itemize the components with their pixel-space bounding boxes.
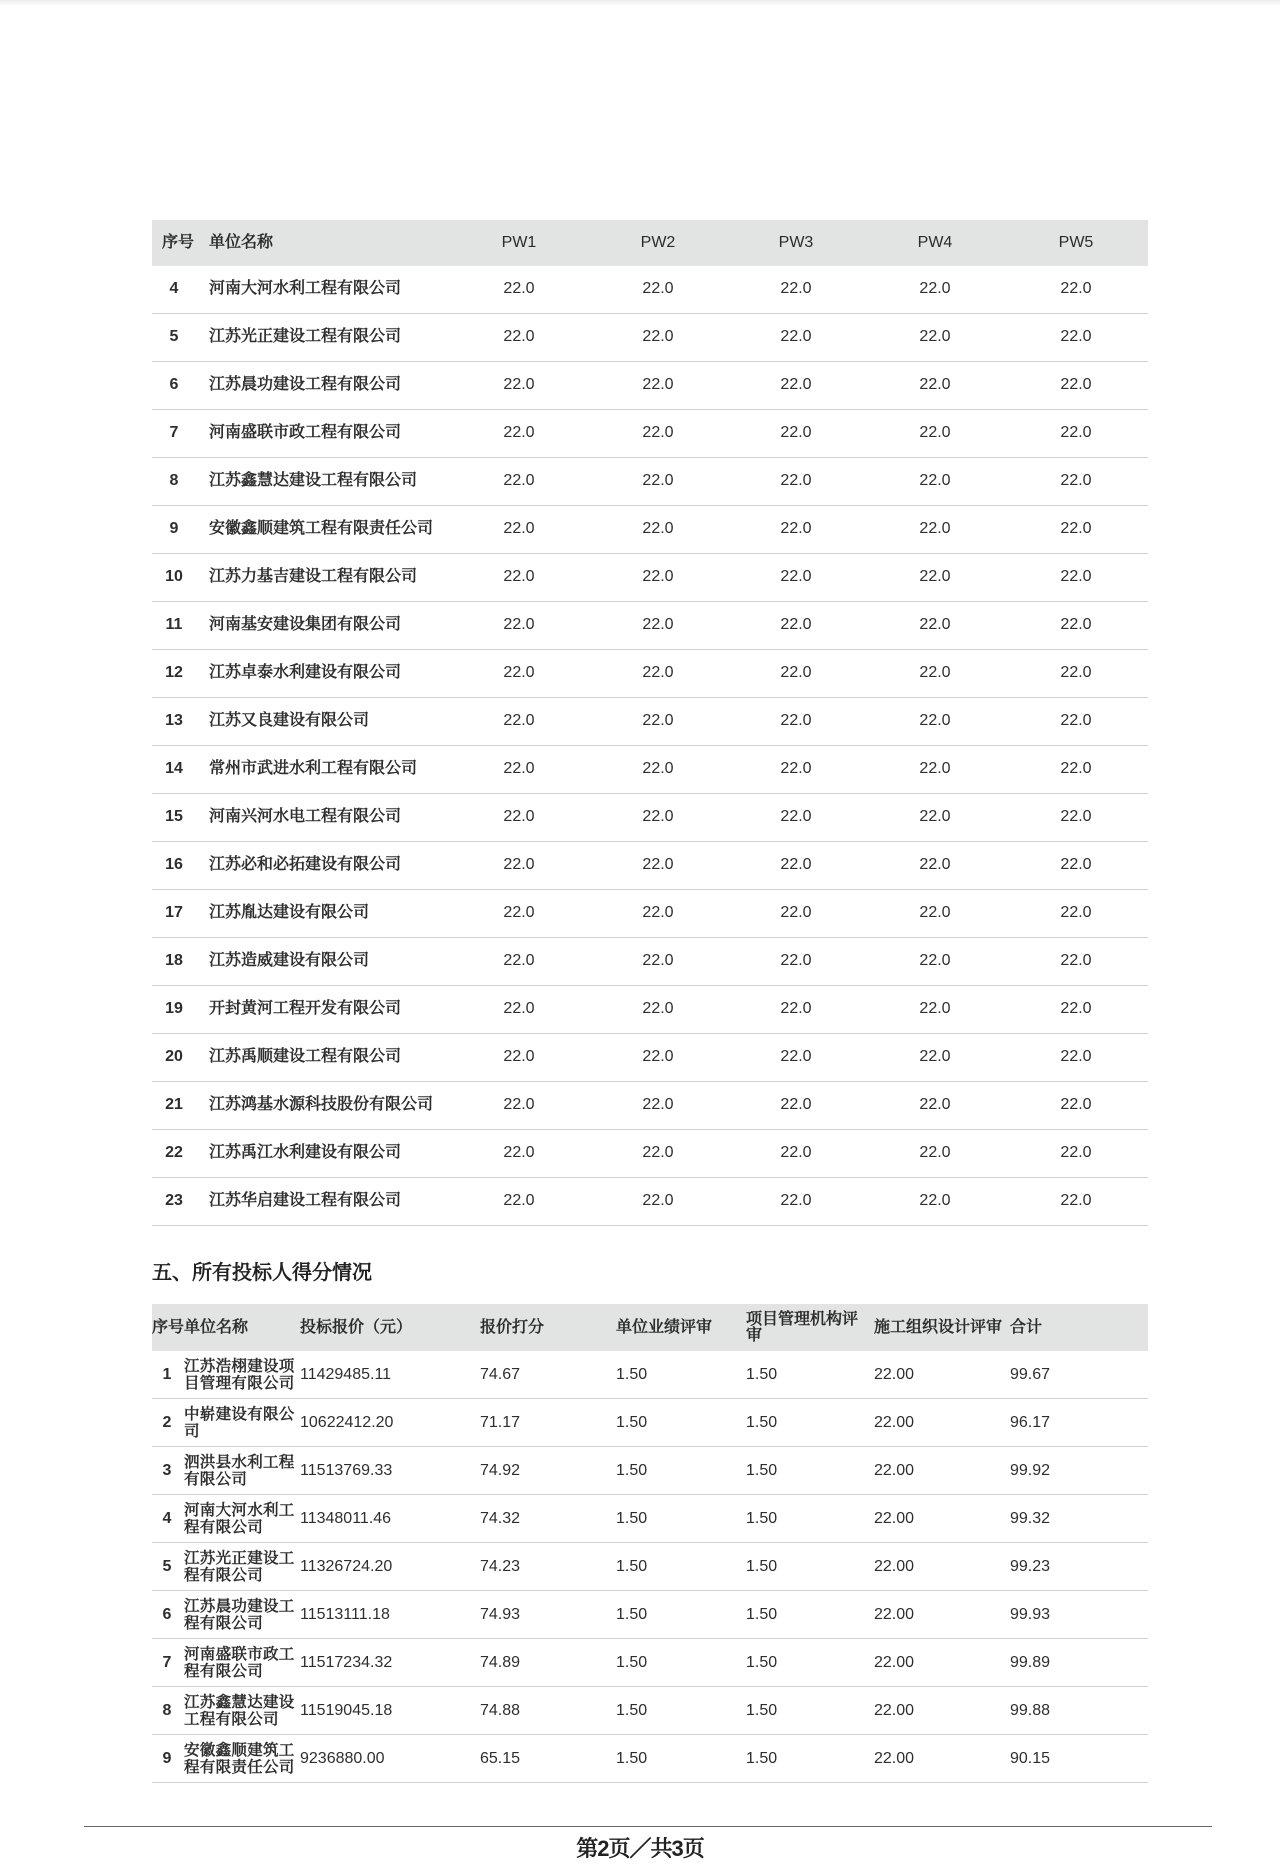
total-score: 96.17 xyxy=(1010,1413,1051,1431)
row-no: 5 xyxy=(162,1557,172,1575)
company-name: 安徽鑫顺建筑工程有限责任公司 xyxy=(184,1741,295,1776)
project-mgmt-score: 1.50 xyxy=(746,1461,778,1479)
row-no: 13 xyxy=(165,712,183,729)
table-row xyxy=(152,1082,1148,1130)
company-name: 江苏禹江水利建设有限公司 xyxy=(209,1144,402,1161)
pw3-score: 22.0 xyxy=(780,328,812,345)
company-name: 江苏鑫慧达建设工程有限公司 xyxy=(209,472,418,489)
price-score: 74.23 xyxy=(480,1557,521,1575)
company-name: 江苏力基吉建设工程有限公司 xyxy=(209,568,418,585)
construction-design-score: 22.00 xyxy=(874,1461,915,1479)
row-no: 15 xyxy=(165,808,183,825)
pw4-score: 22.0 xyxy=(919,904,951,921)
pw5-score: 22.0 xyxy=(1060,424,1092,441)
pw2-score: 22.0 xyxy=(642,856,674,873)
table-row xyxy=(152,890,1148,938)
pw3-score: 22.0 xyxy=(780,1192,812,1209)
header-price-score: 报价打分 xyxy=(480,1318,545,1336)
company-name: 江苏光正建设工程有限公司 xyxy=(184,1549,295,1584)
table-body xyxy=(152,1351,1148,1783)
bid-amount: 11519045.18 xyxy=(300,1701,393,1719)
table-row xyxy=(152,362,1148,410)
pw2-score: 22.0 xyxy=(642,376,674,393)
pw2-score: 22.0 xyxy=(642,328,674,345)
table-row xyxy=(152,1399,1148,1447)
pw1-score: 22.0 xyxy=(503,904,535,921)
company-name: 河南兴河水电工程有限公司 xyxy=(209,808,402,825)
row-no: 14 xyxy=(165,760,183,777)
row-no: 6 xyxy=(169,376,179,393)
company-name: 中崭建设有限公司 xyxy=(184,1405,295,1440)
pw4-score: 22.0 xyxy=(919,280,951,297)
pw1-score: 22.0 xyxy=(503,568,535,585)
row-no: 10 xyxy=(165,568,183,585)
total-score: 99.32 xyxy=(1010,1509,1051,1527)
pw5-score: 22.0 xyxy=(1060,1048,1092,1065)
pw4-score: 22.0 xyxy=(919,952,951,969)
company-name: 河南大河水利工程有限公司 xyxy=(209,280,402,297)
company-name: 江苏胤达建设有限公司 xyxy=(209,904,370,921)
pw3-score: 22.0 xyxy=(780,1144,812,1161)
company-name: 江苏造威建设有限公司 xyxy=(209,952,370,969)
table-row xyxy=(152,1034,1148,1082)
project-mgmt-score: 1.50 xyxy=(746,1557,778,1575)
pw5-score: 22.0 xyxy=(1060,664,1092,681)
performance-score: 1.50 xyxy=(616,1413,648,1431)
pw1-score: 22.0 xyxy=(503,760,535,777)
pw4-score: 22.0 xyxy=(919,712,951,729)
table-row xyxy=(152,266,1148,314)
performance-score: 1.50 xyxy=(616,1701,648,1719)
header-bid: 投标报价（元） xyxy=(300,1318,413,1336)
pw2-score: 22.0 xyxy=(642,424,674,441)
pw5-score: 22.0 xyxy=(1060,472,1092,489)
total-score: 90.15 xyxy=(1010,1749,1051,1767)
pw1-score: 22.0 xyxy=(503,376,535,393)
company-name: 江苏浩栩建设项目管理有限公司 xyxy=(184,1357,295,1392)
table-row xyxy=(152,1130,1148,1178)
pw5-score: 22.0 xyxy=(1060,616,1092,633)
company-name: 江苏卓泰水利建设有限公司 xyxy=(209,664,402,681)
table-row xyxy=(152,602,1148,650)
project-mgmt-score: 1.50 xyxy=(746,1701,778,1719)
table-row xyxy=(152,1591,1148,1639)
pw3-score: 22.0 xyxy=(780,1048,812,1065)
company-name: 河南基安建设集团有限公司 xyxy=(209,616,402,633)
bid-amount: 11348011.46 xyxy=(300,1509,392,1527)
row-no: 22 xyxy=(165,1144,183,1161)
pw3-score: 22.0 xyxy=(780,616,812,633)
performance-score: 1.50 xyxy=(616,1653,648,1671)
project-mgmt-score: 1.50 xyxy=(746,1605,778,1623)
company-name: 江苏禹顺建设工程有限公司 xyxy=(209,1048,402,1065)
company-name: 江苏晨功建设工程有限公司 xyxy=(209,376,402,393)
total-score: 99.88 xyxy=(1010,1701,1051,1719)
price-score: 71.17 xyxy=(480,1413,521,1431)
pw4-score: 22.0 xyxy=(919,328,951,345)
row-no: 9 xyxy=(169,520,179,537)
header-total: 合计 xyxy=(1010,1318,1043,1336)
table-row xyxy=(152,554,1148,602)
project-mgmt-score: 1.50 xyxy=(746,1653,778,1671)
project-mgmt-score: 1.50 xyxy=(746,1749,778,1767)
pw5-score: 22.0 xyxy=(1060,760,1092,777)
pw4-score: 22.0 xyxy=(919,616,951,633)
table-row xyxy=(152,314,1148,362)
pw4-score: 22.0 xyxy=(919,376,951,393)
performance-score: 1.50 xyxy=(616,1461,648,1479)
pw3-score: 22.0 xyxy=(780,376,812,393)
pw1-score: 22.0 xyxy=(503,1144,535,1161)
pw4-score: 22.0 xyxy=(919,760,951,777)
row-no: 19 xyxy=(165,1000,183,1017)
header-no: 序号 xyxy=(162,234,195,251)
header-pw3: PW3 xyxy=(778,234,814,251)
pw4-score: 22.0 xyxy=(919,664,951,681)
company-name: 江苏必和必拓建设有限公司 xyxy=(209,856,402,873)
performance-score: 1.50 xyxy=(616,1749,648,1767)
price-score: 74.89 xyxy=(480,1653,521,1671)
construction-design-score: 22.00 xyxy=(874,1605,915,1623)
pw2-score: 22.0 xyxy=(642,712,674,729)
performance-score: 1.50 xyxy=(616,1557,648,1575)
row-no: 21 xyxy=(165,1096,183,1113)
price-score: 74.88 xyxy=(480,1701,521,1719)
judge-score-table xyxy=(152,220,1148,1226)
pw5-score: 22.0 xyxy=(1060,376,1092,393)
construction-design-score: 22.00 xyxy=(874,1653,915,1671)
pw5-score: 22.0 xyxy=(1060,904,1092,921)
pw1-score: 22.0 xyxy=(503,808,535,825)
pw5-score: 22.0 xyxy=(1060,280,1092,297)
pw3-score: 22.0 xyxy=(780,808,812,825)
pw5-score: 22.0 xyxy=(1060,1192,1092,1209)
pw2-score: 22.0 xyxy=(642,616,674,633)
table-row xyxy=(152,938,1148,986)
header-no-name: 序号单位名称 xyxy=(152,1318,249,1336)
row-no: 4 xyxy=(169,280,179,297)
pw4-score: 22.0 xyxy=(919,1048,951,1065)
table-row xyxy=(152,506,1148,554)
header-pw2: PW2 xyxy=(640,234,676,251)
pw1-score: 22.0 xyxy=(503,952,535,969)
pw3-score: 22.0 xyxy=(780,952,812,969)
pw5-score: 22.0 xyxy=(1060,1000,1092,1017)
company-name: 江苏鸿基水源科技股份有限公司 xyxy=(209,1096,434,1113)
pw5-score: 22.0 xyxy=(1060,1144,1092,1161)
table-row xyxy=(152,842,1148,890)
company-name: 江苏又良建设有限公司 xyxy=(209,712,370,729)
table-row xyxy=(152,1687,1148,1735)
pw3-score: 22.0 xyxy=(780,472,812,489)
table-row xyxy=(152,1447,1148,1495)
pw5-score: 22.0 xyxy=(1060,520,1092,537)
pw3-score: 22.0 xyxy=(780,760,812,777)
pw1-score: 22.0 xyxy=(503,664,535,681)
header-project-mgmt: 项目管理机构评审 xyxy=(746,1310,859,1344)
row-no: 7 xyxy=(162,1653,172,1671)
pw1-score: 22.0 xyxy=(503,1096,535,1113)
pw1-score: 22.0 xyxy=(503,328,535,345)
table-row xyxy=(152,1495,1148,1543)
pw1-score: 22.0 xyxy=(503,424,535,441)
table-row xyxy=(152,1735,1148,1783)
pw1-score: 22.0 xyxy=(503,1192,535,1209)
pw3-score: 22.0 xyxy=(780,1000,812,1017)
header-pw1: PW1 xyxy=(501,234,537,251)
bid-amount: 11513111.18 xyxy=(300,1605,390,1623)
company-name: 江苏光正建设工程有限公司 xyxy=(209,328,402,345)
construction-design-score: 22.00 xyxy=(874,1749,915,1767)
company-name: 河南盛联市政工程有限公司 xyxy=(184,1645,295,1680)
pw4-score: 22.0 xyxy=(919,1000,951,1017)
total-score: 99.92 xyxy=(1010,1461,1051,1479)
pw2-score: 22.0 xyxy=(642,760,674,777)
performance-score: 1.50 xyxy=(616,1509,648,1527)
row-no: 8 xyxy=(162,1701,172,1719)
pw4-score: 22.0 xyxy=(919,472,951,489)
header-construction-design: 施工组织设计评审 xyxy=(874,1318,1003,1336)
pw2-score: 22.0 xyxy=(642,952,674,969)
company-name: 江苏晨功建设工程有限公司 xyxy=(184,1597,295,1632)
price-score: 74.67 xyxy=(480,1365,521,1383)
pw4-score: 22.0 xyxy=(919,424,951,441)
bid-amount: 10622412.20 xyxy=(300,1413,394,1431)
row-no: 16 xyxy=(165,856,183,873)
price-score: 74.92 xyxy=(480,1461,521,1479)
pw2-score: 22.0 xyxy=(642,520,674,537)
table-header xyxy=(152,1304,1148,1351)
pw3-score: 22.0 xyxy=(780,280,812,297)
table-row xyxy=(152,410,1148,458)
pw4-score: 22.0 xyxy=(919,568,951,585)
construction-design-score: 22.00 xyxy=(874,1701,915,1719)
pw2-score: 22.0 xyxy=(642,280,674,297)
row-no: 11 xyxy=(165,616,183,633)
table-row xyxy=(152,794,1148,842)
table-row xyxy=(152,1639,1148,1687)
table-row xyxy=(152,986,1148,1034)
bidder-summary-table xyxy=(152,1304,1148,1783)
pw3-score: 22.0 xyxy=(780,520,812,537)
pw4-score: 22.0 xyxy=(919,856,951,873)
pw1-score: 22.0 xyxy=(503,280,535,297)
pw5-score: 22.0 xyxy=(1060,712,1092,729)
performance-score: 1.50 xyxy=(616,1605,648,1623)
pw5-score: 22.0 xyxy=(1060,1096,1092,1113)
row-no: 6 xyxy=(162,1605,172,1623)
pw5-score: 22.0 xyxy=(1060,328,1092,345)
table-header xyxy=(152,220,1148,266)
pw1-score: 22.0 xyxy=(503,616,535,633)
total-score: 99.67 xyxy=(1010,1365,1051,1383)
pw3-score: 22.0 xyxy=(780,664,812,681)
pw4-score: 22.0 xyxy=(919,1144,951,1161)
pw2-score: 22.0 xyxy=(642,1096,674,1113)
section-title: 五、所有投标人得分情况 xyxy=(152,1262,372,1284)
price-score: 74.32 xyxy=(480,1509,521,1527)
total-score: 99.93 xyxy=(1010,1605,1051,1623)
header-pw5: PW5 xyxy=(1058,234,1094,251)
table-row xyxy=(152,1178,1148,1226)
scan-top-edge xyxy=(0,0,1280,6)
row-no: 12 xyxy=(165,664,183,681)
row-no: 23 xyxy=(165,1192,183,1209)
pw1-score: 22.0 xyxy=(503,1048,535,1065)
row-no: 20 xyxy=(165,1048,183,1065)
table-row xyxy=(152,746,1148,794)
pw4-score: 22.0 xyxy=(919,1096,951,1113)
pw1-score: 22.0 xyxy=(503,712,535,729)
bid-amount: 11429485.11 xyxy=(300,1365,392,1383)
pw2-score: 22.0 xyxy=(642,1192,674,1209)
company-name: 河南盛联市政工程有限公司 xyxy=(209,424,402,441)
pw3-score: 22.0 xyxy=(780,1096,812,1113)
table-row xyxy=(152,1543,1148,1591)
pw5-score: 22.0 xyxy=(1060,856,1092,873)
pw5-score: 22.0 xyxy=(1060,808,1092,825)
pw1-score: 22.0 xyxy=(503,472,535,489)
pw5-score: 22.0 xyxy=(1060,568,1092,585)
pw3-score: 22.0 xyxy=(780,568,812,585)
company-name: 常州市武进水利工程有限公司 xyxy=(209,760,418,777)
header-performance: 单位业绩评审 xyxy=(616,1318,713,1336)
bid-amount: 11513769.33 xyxy=(300,1461,393,1479)
total-score: 99.23 xyxy=(1010,1557,1051,1575)
footer-divider xyxy=(84,1826,1212,1827)
project-mgmt-score: 1.50 xyxy=(746,1413,778,1431)
pw1-score: 22.0 xyxy=(503,1000,535,1017)
pw4-score: 22.0 xyxy=(919,520,951,537)
pw1-score: 22.0 xyxy=(503,856,535,873)
page-number: 第2页／共3页 xyxy=(576,1836,704,1861)
company-name: 安徽鑫顺建筑工程有限责任公司 xyxy=(209,520,434,537)
project-mgmt-score: 1.50 xyxy=(746,1365,778,1383)
row-no: 18 xyxy=(165,952,183,969)
table-row xyxy=(152,650,1148,698)
construction-design-score: 22.00 xyxy=(874,1509,915,1527)
pw3-score: 22.0 xyxy=(780,856,812,873)
pw4-score: 22.0 xyxy=(919,808,951,825)
bid-amount: 11517234.32 xyxy=(300,1653,393,1671)
pw2-score: 22.0 xyxy=(642,568,674,585)
pw2-score: 22.0 xyxy=(642,1000,674,1017)
row-no: 7 xyxy=(169,424,179,441)
pw3-score: 22.0 xyxy=(780,424,812,441)
company-name: 河南大河水利工程有限公司 xyxy=(184,1501,295,1536)
row-no: 5 xyxy=(169,328,179,345)
pw3-score: 22.0 xyxy=(780,904,812,921)
pw4-score: 22.0 xyxy=(919,1192,951,1209)
performance-score: 1.50 xyxy=(616,1365,648,1383)
total-score: 99.89 xyxy=(1010,1653,1051,1671)
bid-amount: 9236880.00 xyxy=(300,1749,385,1767)
row-no: 3 xyxy=(162,1461,172,1479)
company-name: 江苏鑫慧达建设工程有限公司 xyxy=(184,1693,295,1728)
pw2-score: 22.0 xyxy=(642,472,674,489)
header-pw4: PW4 xyxy=(917,234,953,251)
pw5-score: 22.0 xyxy=(1060,952,1092,969)
row-no: 2 xyxy=(162,1413,172,1431)
price-score: 74.93 xyxy=(480,1605,521,1623)
company-name: 开封黄河工程开发有限公司 xyxy=(209,1000,402,1017)
pw2-score: 22.0 xyxy=(642,808,674,825)
table-row xyxy=(152,458,1148,506)
table-body xyxy=(152,266,1148,1226)
table-row xyxy=(152,1351,1148,1399)
pw1-score: 22.0 xyxy=(503,520,535,537)
row-no: 9 xyxy=(162,1749,172,1767)
pw2-score: 22.0 xyxy=(642,1048,674,1065)
row-no: 8 xyxy=(169,472,179,489)
bid-amount: 11326724.20 xyxy=(300,1557,393,1575)
header-name: 单位名称 xyxy=(209,234,274,251)
row-no: 4 xyxy=(162,1509,172,1527)
construction-design-score: 22.00 xyxy=(874,1557,915,1575)
pw3-score: 22.0 xyxy=(780,712,812,729)
row-no: 17 xyxy=(165,904,183,921)
price-score: 65.15 xyxy=(480,1749,521,1767)
pw2-score: 22.0 xyxy=(642,1144,674,1161)
project-mgmt-score: 1.50 xyxy=(746,1509,778,1527)
table-row xyxy=(152,698,1148,746)
construction-design-score: 22.00 xyxy=(874,1413,915,1431)
pw2-score: 22.0 xyxy=(642,904,674,921)
construction-design-score: 22.00 xyxy=(874,1365,915,1383)
company-name: 江苏华启建设工程有限公司 xyxy=(209,1192,402,1209)
pw2-score: 22.0 xyxy=(642,664,674,681)
company-name: 泗洪县水利工程有限公司 xyxy=(184,1453,295,1488)
row-no: 1 xyxy=(162,1365,172,1383)
